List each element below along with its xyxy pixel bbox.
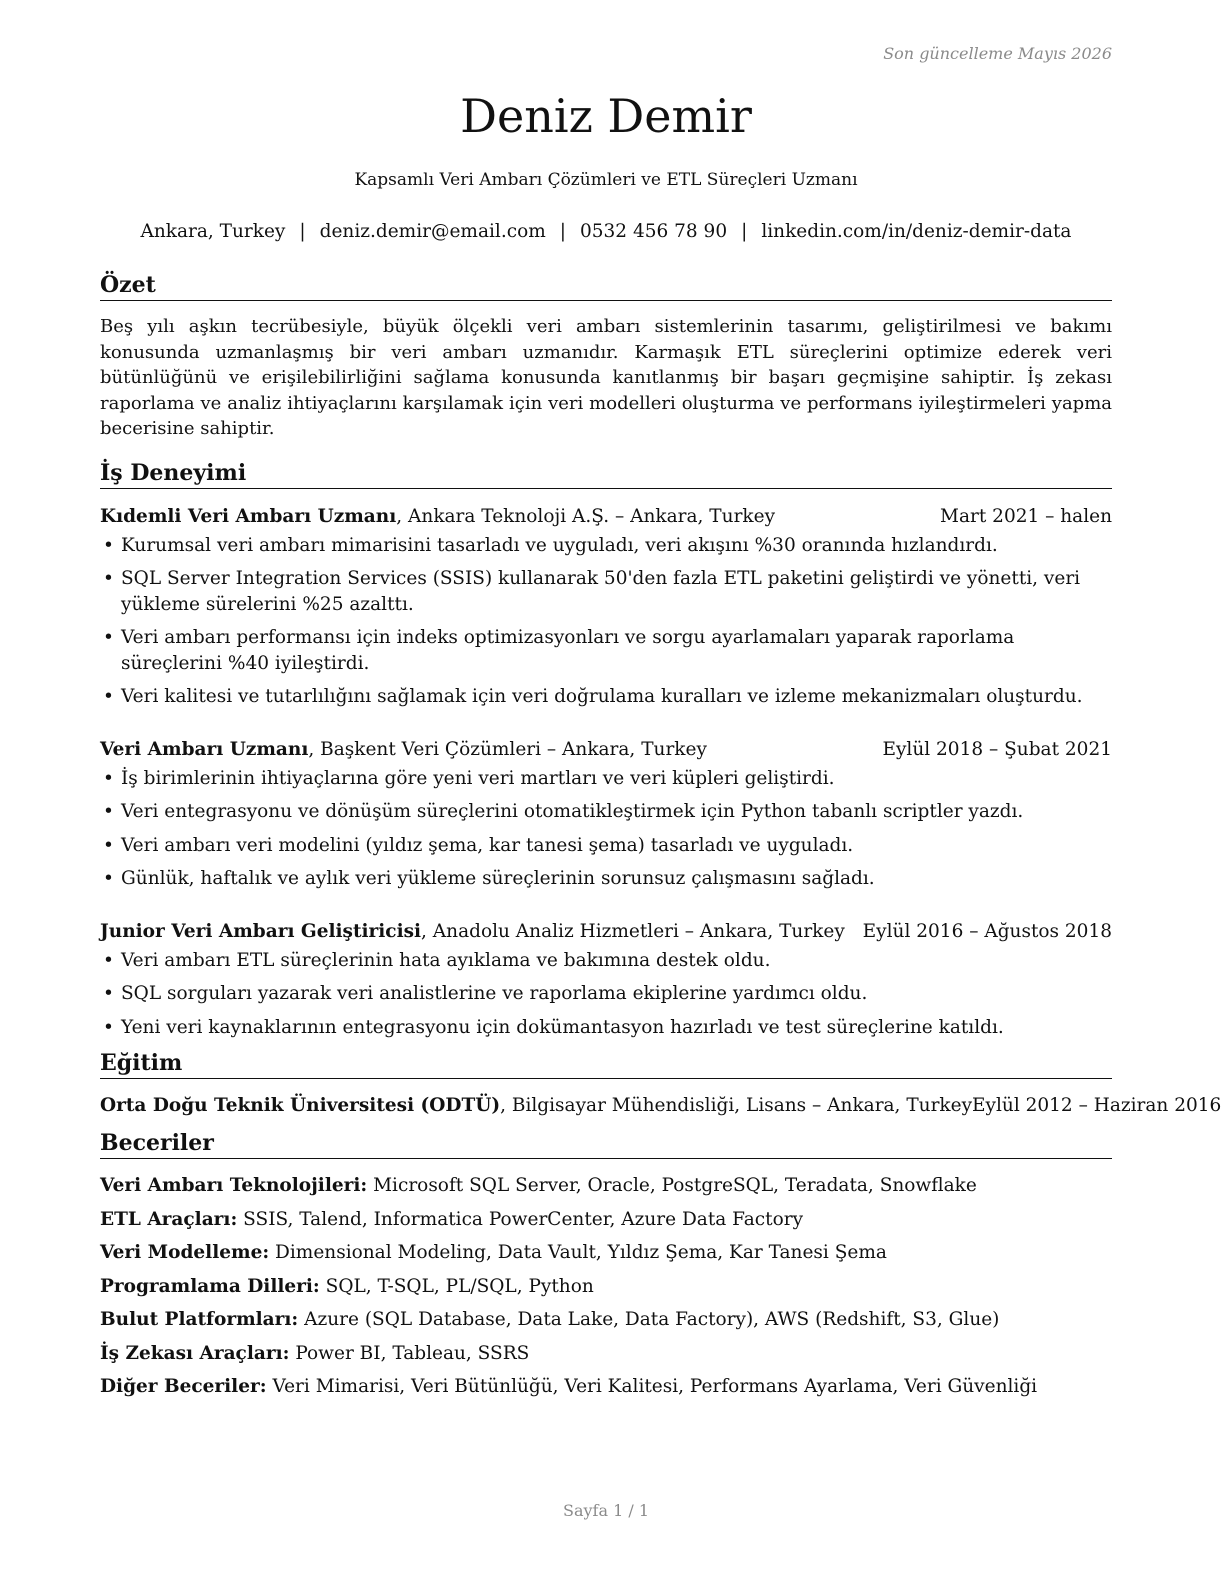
job-bullets bbox=[100, 533, 1112, 710]
job-header bbox=[100, 736, 1112, 764]
job-entry bbox=[100, 918, 1112, 1041]
job-bullet: • Veri entegrasyonu ve dönüşüm süreçlerini otomatikleştirmek için Python tabanlı scriptler yazdı. bbox=[100, 799, 1112, 825]
section-heading-experience: İş Deneyimi bbox=[100, 458, 1112, 489]
job-company: , Ankara Teknoloji A.Ş. – Ankara, Turkey bbox=[396, 505, 776, 527]
job-dates: Eylül 2016 – Ağustos 2018 bbox=[862, 920, 1112, 942]
job-entry bbox=[100, 736, 1112, 892]
skill-row bbox=[100, 1206, 1112, 1234]
education-school: Orta Doğu Teknik Üniversitesi (ODTÜ) bbox=[100, 1095, 501, 1116]
contact-location: Ankara, Turkey bbox=[140, 221, 286, 242]
education-dates: Eylül 2012 – Haziran 2016 bbox=[972, 1095, 1222, 1116]
skill-label: Veri Ambarı Teknolojileri: bbox=[100, 1175, 368, 1196]
job-bullet: • SQL Server Integration Services (SSIS) kullanarak 50'den fazla ETL paketini geliştirdi ve yönetti, veri yükleme sürelerini %25 azalttı. bbox=[100, 566, 1112, 617]
job-company: , Başkent Veri Çözümleri – Ankara, Turkey bbox=[308, 738, 707, 760]
job-bullet: • Veri kalitesi ve tutarlılığını sağlamak için veri doğrulama kuralları ve izleme mekanizmaları oluşturdu. bbox=[100, 684, 1112, 710]
job-header bbox=[100, 503, 1112, 531]
job-bullets bbox=[100, 948, 1112, 1041]
education-entry bbox=[100, 1092, 1222, 1120]
education-detail: , Bilgisayar Mühendisliği, Lisans – Ankara, Turkey bbox=[500, 1095, 973, 1116]
skill-row bbox=[100, 1239, 1112, 1267]
candidate-name: Deniz Demir bbox=[460, 89, 752, 143]
resume-page bbox=[100, 0, 1222, 1584]
job-bullet: • Kurumsal veri ambarı mimarisini tasarladı ve uyguladı, veri akışını %30 oranında hızlandırdı. bbox=[100, 533, 1112, 559]
skill-value: Dimensional Modeling, Data Vault, Yıldız Şema, Kar Tanesi Şema bbox=[269, 1242, 887, 1263]
job-company: , Anadolu Analiz Hizmetleri – Ankara, Turkey bbox=[421, 920, 845, 942]
contact-separator: | bbox=[741, 221, 748, 242]
contact-email[interactable]: deniz.demir@email.com bbox=[319, 221, 546, 242]
skills-section bbox=[100, 1128, 1112, 1401]
section-heading-skills: Beceriler bbox=[100, 1128, 1112, 1159]
contact-line bbox=[100, 219, 1112, 245]
job-bullet: • Veri ambarı ETL süreçlerinin hata ayıklama ve bakımına destek oldu. bbox=[100, 948, 1112, 974]
job-header bbox=[100, 918, 1112, 946]
skill-value: Microsoft SQL Server, Oracle, PostgreSQL, Teradata, Snowflake bbox=[367, 1175, 977, 1196]
job-bullet: • Günlük, haftalık ve aylık veri yükleme süreçlerinin sorunsuz çalışmasını sağladı. bbox=[100, 866, 1112, 892]
skill-value: Azure (SQL Database, Data Lake, Data Factory), AWS (Redshift, S3, Glue) bbox=[298, 1309, 1000, 1330]
skill-label: Veri Modelleme: bbox=[100, 1242, 270, 1263]
summary-section bbox=[100, 270, 1112, 442]
contact-separator: | bbox=[299, 221, 306, 242]
skill-value: SSIS, Talend, Informatica PowerCenter, Azure Data Factory bbox=[237, 1208, 804, 1230]
skill-value: Power BI, Tableau, SSRS bbox=[289, 1342, 530, 1364]
skill-value: SQL, T-SQL, PL/SQL, Python bbox=[319, 1275, 594, 1297]
skill-label: ETL Araçları: bbox=[100, 1208, 238, 1230]
job-dates: Mart 2021 – halen bbox=[940, 505, 1112, 527]
job-bullets bbox=[100, 766, 1112, 892]
skill-row bbox=[100, 1306, 1112, 1334]
skill-row bbox=[100, 1172, 1112, 1200]
contact-linkedin[interactable]: linkedin.com/in/deniz-demir-data bbox=[761, 221, 1072, 242]
last-updated-note: Son güncelleme Mayıs 2026 bbox=[883, 44, 1112, 63]
skill-label: Diğer Beceriler: bbox=[100, 1376, 267, 1397]
job-bullet: • SQL sorguları yazarak veri analistlerine ve raporlama ekiplerine yardımcı oldu. bbox=[100, 981, 1112, 1007]
job-bullet: • İş birimlerinin ihtiyaçlarına göre yeni veri martları ve veri küpleri geliştirdi. bbox=[100, 766, 1112, 792]
skill-row bbox=[100, 1373, 1112, 1401]
job-bullet: • Yeni veri kaynaklarının entegrasyonu için dokümantasyon hazırladı ve test süreçlerine katıldı. bbox=[100, 1015, 1112, 1041]
job-bullet: • Veri ambarı performansı için indeks optimizasyonları ve sorgu ayarlamaları yaparak raporlama süreçlerini %40 iyileştirdi. bbox=[100, 625, 1112, 676]
skills-list bbox=[100, 1172, 1112, 1401]
skill-value: Veri Mimarisi, Veri Bütünlüğü, Veri Kalitesi, Performans Ayarlama, Veri Güvenliği bbox=[266, 1376, 1038, 1397]
contact-separator: | bbox=[559, 221, 566, 242]
summary-text: Beş yılı aşkın tecrübesiyle, büyük ölçekli veri ambarı sistemlerinin tasarımı, geliştirilmesi ve bakımı konusunda uzmanlaşmış bir veri ambarı uzmanıdır. Karmaşık ETL süreçlerini optimize ederek veri bütünlüğünü ve erişilebilirliğini sağlama konusunda kanıtlanmış bir başarı geçmişine sahiptir. İş zekası raporlama ve analiz ihtiyaçlarını karşılamak için veri modelleri oluşturma ve performans iyileştirmeleri yapma becerisine sahiptir. bbox=[100, 316, 1112, 439]
education-section bbox=[100, 1048, 1222, 1120]
skill-label: Programlama Dilleri: bbox=[100, 1275, 320, 1297]
job-title: Junior Veri Ambarı Geliştiricisi bbox=[100, 920, 422, 942]
job-bullet: • Veri ambarı veri modelini (yıldız şema, kar tanesi şema) tasarladı ve uyguladı. bbox=[100, 833, 1112, 859]
skill-row bbox=[100, 1273, 1112, 1301]
skill-label: Bulut Platformları: bbox=[100, 1309, 299, 1330]
job-entry bbox=[100, 503, 1112, 710]
skill-label: İş Zekası Araçları: bbox=[100, 1342, 290, 1364]
contact-phone: 0532 456 78 90 bbox=[579, 221, 728, 242]
section-heading-education: Eğitim bbox=[100, 1048, 1112, 1079]
job-title: Veri Ambarı Uzmanı bbox=[100, 738, 309, 760]
section-heading-summary: Özet bbox=[100, 270, 1112, 301]
job-dates: Eylül 2018 – Şubat 2021 bbox=[882, 738, 1112, 760]
page-number-footer: Sayfa 1 / 1 bbox=[562, 1501, 649, 1520]
resume-content bbox=[100, 270, 1222, 1407]
experience-section bbox=[100, 458, 1112, 1041]
skill-row bbox=[100, 1340, 1112, 1368]
job-title: Kıdemli Veri Ambarı Uzmanı bbox=[100, 505, 397, 527]
candidate-tagline: Kapsamlı Veri Ambarı Çözümleri ve ETL Süreçleri Uzmanı bbox=[354, 170, 858, 190]
